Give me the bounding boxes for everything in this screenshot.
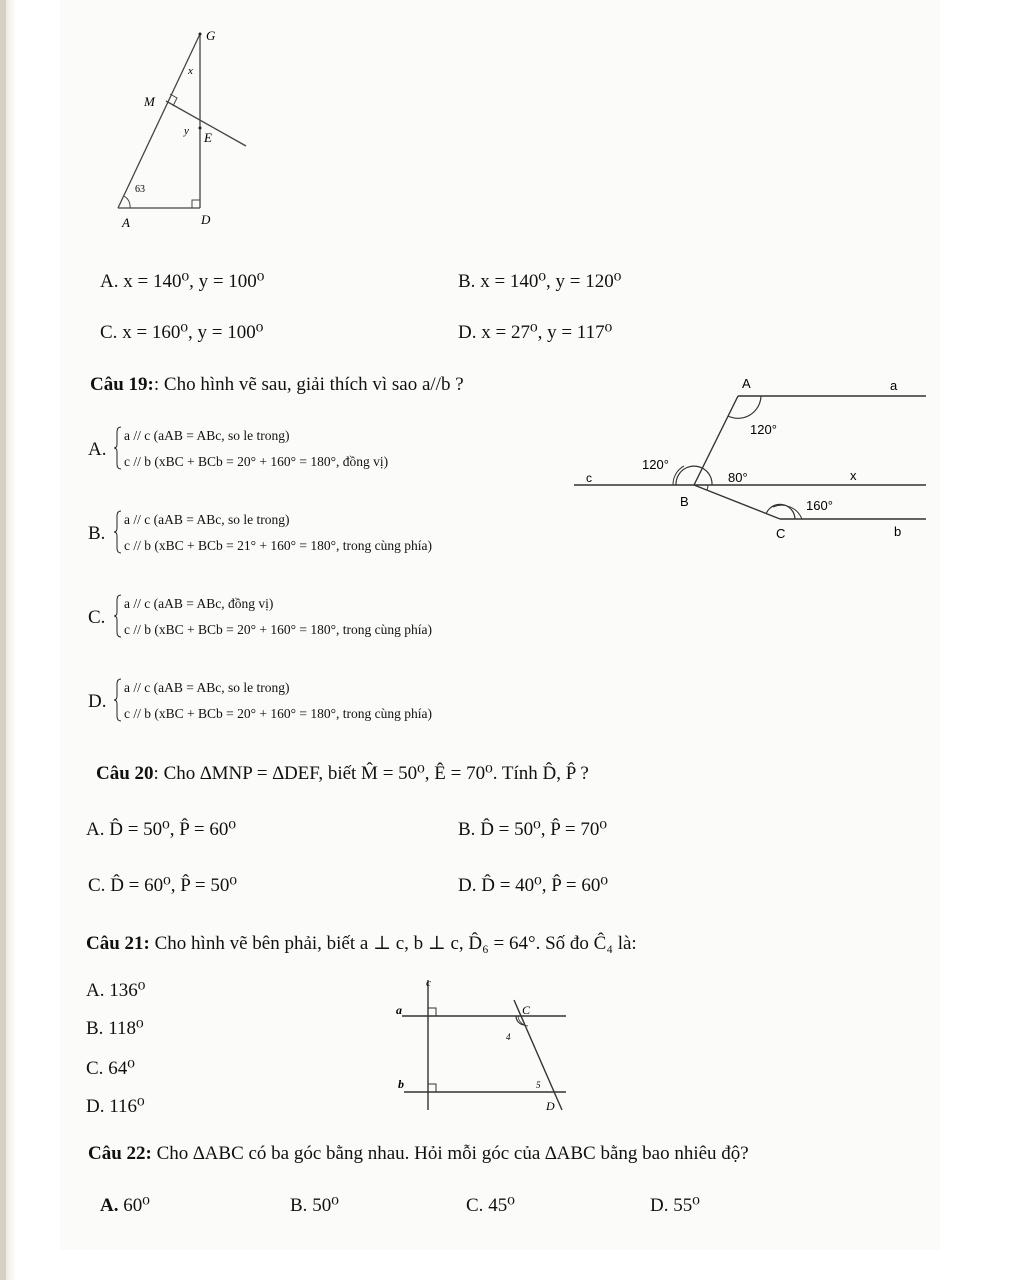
fig19-label-c-upper: C xyxy=(776,526,786,541)
q22-question xyxy=(88,1144,749,1163)
q20-option-a[interactable] xyxy=(86,820,236,839)
system-line-2: c // b (xBC + BCb = 20° + 160° = 180°, đồng vị) xyxy=(124,454,389,469)
q18-option-a[interactable] xyxy=(100,272,264,291)
option-letter: D. xyxy=(86,1096,105,1117)
option-text: D̂ = 60⁰, P̂ = 50⁰ xyxy=(110,875,237,896)
option-letter: C. xyxy=(466,1195,484,1216)
fig18-label-m: M xyxy=(144,94,155,109)
fig18-label-d: D xyxy=(201,212,211,227)
option-letter: C. xyxy=(100,322,118,343)
question-text: Cho hình vẽ bên phải, biết a ⊥ c, b ⊥ c, D̂₆ = 64°. Số đo Ĉ₄ là: xyxy=(154,933,637,954)
q19-option-c-system[interactable] xyxy=(114,594,534,642)
q19-option-a-system[interactable] xyxy=(114,426,494,474)
q21-question xyxy=(86,934,637,953)
q18-option-b[interactable] xyxy=(458,272,621,291)
option-text: 136⁰ xyxy=(109,980,146,1001)
q22-option-b[interactable] xyxy=(290,1196,339,1215)
fig18-label-e: E xyxy=(204,130,212,145)
q20-question xyxy=(96,764,589,783)
question-text: Cho ∆ABC có ba góc bằng nhau. Hỏi mỗi góc của ∆ABC bằng bao nhiêu độ? xyxy=(156,1143,749,1164)
question-number: Câu 20 xyxy=(96,763,154,784)
option-text: 45⁰ xyxy=(488,1195,515,1216)
window-edge-shadow xyxy=(6,0,16,1280)
brace-icon xyxy=(114,510,122,554)
question-number: Câu 21: xyxy=(86,933,150,954)
question-number: Câu 19: xyxy=(90,374,154,395)
q22-option-d[interactable] xyxy=(650,1196,700,1215)
option-letter: B. xyxy=(458,271,476,292)
fig19-angle-160: 160° xyxy=(806,498,833,513)
option-letter: C. xyxy=(88,875,106,896)
option-text: D̂ = 50⁰, P̂ = 60⁰ xyxy=(109,819,236,840)
q18-option-d[interactable] xyxy=(458,323,612,342)
option-text: x = 27⁰, y = 117⁰ xyxy=(481,322,613,343)
fig19-angle-120-top: 120° xyxy=(750,422,777,437)
option-letter: D. xyxy=(650,1195,669,1216)
option-letter: C. xyxy=(86,1058,104,1079)
system-line-1: a // c (aAB = ABc, đồng vị) xyxy=(124,596,274,611)
q22-option-c[interactable] xyxy=(466,1196,515,1215)
system-line-2: c // b (xBC + BCb = 20° + 160° = 180°, trong cùng phía) xyxy=(124,706,433,721)
question-text: : Cho ∆MNP = ∆DEF, biết M̂ = 50⁰, Ê = 70⁰. Tính D̂, P̂ ? xyxy=(153,763,589,784)
figure-q18 xyxy=(100,22,260,237)
system-line-2: c // b (xBC + BCb = 20° + 160° = 180°, trong cùng phía) xyxy=(124,622,433,637)
option-text: 50⁰ xyxy=(312,1195,339,1216)
q19-option-d-letter[interactable]: D. xyxy=(88,691,107,712)
brace-icon xyxy=(114,678,122,722)
option-text: 118⁰ xyxy=(108,1018,144,1039)
fig19-label-b-lower: b xyxy=(894,524,902,539)
option-text: D̂ = 40⁰, P̂ = 60⁰ xyxy=(481,875,608,896)
option-letter: B. xyxy=(290,1195,308,1216)
q21-option-b[interactable] xyxy=(86,1019,144,1038)
fig18-label-a: A xyxy=(122,215,130,230)
option-letter: A. xyxy=(100,271,119,292)
system-line-1: a // c (aAB = ABc, so le trong) xyxy=(124,680,290,695)
system-line-2: c // b (xBC + BCb = 21° + 160° = 180°, trong cùng phía) xyxy=(124,538,433,553)
option-text: 60⁰ xyxy=(123,1195,150,1216)
fig21-label-c-point: C xyxy=(522,1003,531,1017)
brace-icon xyxy=(114,426,122,470)
option-letter: D. xyxy=(458,322,477,343)
fig21-label-d-point: D xyxy=(546,1099,555,1113)
option-text: 64⁰ xyxy=(108,1058,135,1079)
figure-q21 xyxy=(390,968,580,1118)
q22-option-a[interactable] xyxy=(100,1196,150,1215)
question-text: : Cho hình vẽ sau, giải thích vì sao a//b ? xyxy=(153,374,464,395)
fig18-label-y: y xyxy=(184,125,189,137)
fig18-label-g: G xyxy=(206,28,216,43)
option-text: x = 140⁰, y = 100⁰ xyxy=(123,271,265,292)
fig21-label-4: 4 xyxy=(506,1032,511,1042)
q19-question xyxy=(90,375,464,394)
option-text: 55⁰ xyxy=(673,1195,700,1216)
option-letter: A. xyxy=(86,980,105,1001)
option-text: x = 140⁰, y = 120⁰ xyxy=(480,271,622,292)
q19-option-c-letter[interactable]: C. xyxy=(88,607,106,628)
fig21-label-a: a xyxy=(396,1003,402,1017)
brace-icon xyxy=(114,594,122,638)
option-letter: A. xyxy=(86,819,105,840)
option-letter: B. xyxy=(458,819,476,840)
q19-option-b-letter[interactable]: B. xyxy=(88,523,106,544)
system-line-1: a // c (aAB = ABc, so le trong) xyxy=(124,512,290,527)
option-letter: B. xyxy=(86,1018,104,1039)
q21-option-d[interactable] xyxy=(86,1097,145,1116)
q21-option-c[interactable] xyxy=(86,1059,135,1078)
q20-option-b[interactable] xyxy=(458,820,607,839)
option-letter: D. xyxy=(458,875,477,896)
fig19-label-a-upper: A xyxy=(742,376,751,391)
fig21-label-b: b xyxy=(398,1077,404,1091)
fig19-label-b-upper: B xyxy=(680,494,689,509)
q19-option-a-letter[interactable]: A. xyxy=(88,439,107,460)
system-line-1: a // c (aAB = ABc, so le trong) xyxy=(124,428,290,443)
fig19-label-a-lower: a xyxy=(890,378,898,393)
option-text: 116⁰ xyxy=(109,1096,145,1117)
q21-option-a[interactable] xyxy=(86,981,145,1000)
q20-option-d[interactable] xyxy=(458,876,608,895)
fig19-label-c-line: c xyxy=(586,471,592,485)
q19-option-d-system[interactable] xyxy=(114,678,534,726)
q19-option-b-system[interactable] xyxy=(114,510,534,558)
fig19-label-x: x xyxy=(850,468,857,483)
question-number: Câu 22: xyxy=(88,1143,152,1164)
option-text: D̂ = 50⁰, P̂ = 70⁰ xyxy=(480,819,607,840)
option-text: x = 160⁰, y = 100⁰ xyxy=(122,322,264,343)
fig21-label-5: 5 xyxy=(536,1080,541,1090)
option-letter: A. xyxy=(100,1195,119,1216)
fig18-label-x: x xyxy=(188,65,193,77)
fig18-angle-63: 63 xyxy=(135,184,145,195)
q18-option-c[interactable] xyxy=(100,323,263,342)
fig19-angle-120-left: 120° xyxy=(642,457,669,472)
q20-option-c[interactable] xyxy=(88,876,237,895)
figure-q19 xyxy=(570,368,940,548)
fig21-label-c: c xyxy=(426,977,431,989)
fig19-angle-80: 80° xyxy=(728,470,748,485)
